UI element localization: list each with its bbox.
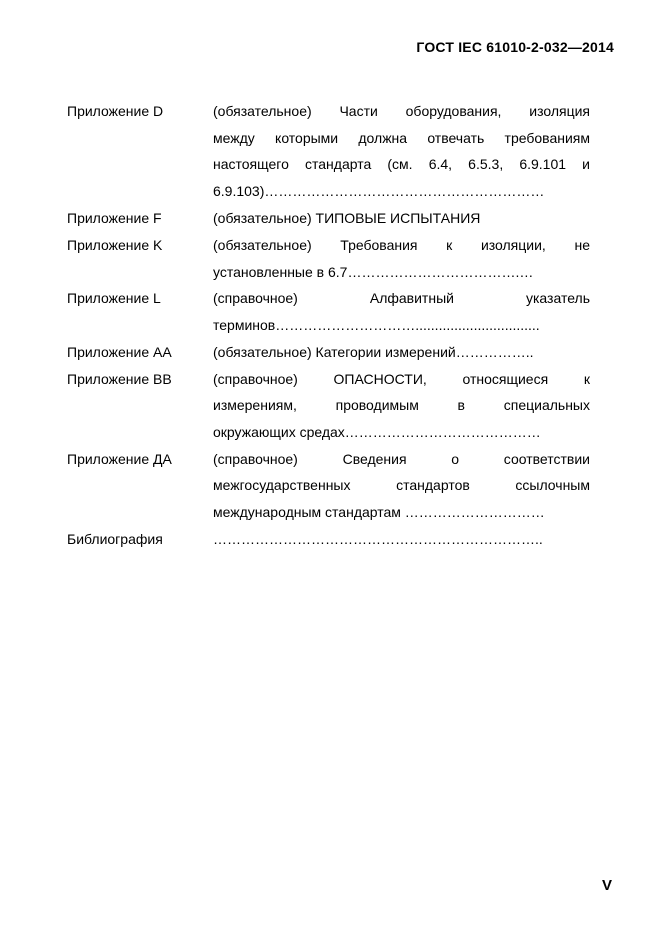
toc-entry-bb[interactable]: [67, 366, 591, 446]
toc-entry-line: (обязательное) ТИПОВЫЕ ИСПЫТАНИЯ: [213, 209, 481, 226]
toc-entry-f[interactable]: [67, 205, 591, 232]
toc-entry-title: [213, 339, 590, 366]
toc-entry-line: (обязательное) Требования к изоляции, не: [213, 236, 590, 253]
table-of-contents: [67, 98, 591, 553]
toc-entry-title: [213, 232, 590, 285]
toc-entry-line: настоящего стандарта (см. 6.4, 6.5.3, 6.9.101 и: [213, 156, 590, 173]
toc-entry-l[interactable]: [67, 285, 591, 338]
toc-entry-title: [213, 366, 590, 446]
toc-entry-label: Приложение F: [67, 209, 162, 226]
toc-entry-label: Приложение BB: [67, 370, 172, 387]
toc-entry-line: (справочное) Алфавитный указатель: [213, 290, 590, 307]
toc-entry-title: [213, 446, 590, 526]
toc-entry-d[interactable]: [67, 98, 591, 205]
toc-entry-label: Приложение ДА: [67, 450, 172, 467]
toc-entry-line: между которыми должна отвечать требованиям: [213, 129, 590, 146]
toc-entry-line: ……………………………………………………………..: [213, 530, 543, 547]
toc-entry-label: Библиография: [67, 530, 163, 547]
toc-entry-line: измерениям, проводимым в специальных: [213, 397, 590, 414]
toc-entry-line: 6.9.103)……………………………………………………: [213, 183, 545, 200]
toc-entry-label: Приложение AA: [67, 343, 172, 360]
toc-entry-line: (справочное) Сведения о соответствии: [213, 450, 590, 467]
page-number: V: [601, 877, 612, 894]
toc-entry-aa[interactable]: [67, 339, 591, 366]
toc-entry-title: [213, 205, 590, 232]
toc-entry-bibliography[interactable]: [67, 526, 591, 553]
toc-entry-line: (обязательное) Части оборудования, изоляция: [213, 103, 590, 119]
toc-entry-line: межгосударственных стандартов ссылочным: [213, 477, 590, 494]
toc-entry-title: [213, 98, 590, 205]
toc-entry-title: [213, 285, 590, 338]
toc-entry-da[interactable]: [67, 446, 591, 526]
toc-entry-line: (справочное) ОПАСНОСТИ, относящиеся к: [213, 370, 590, 387]
toc-entry-title: [213, 526, 590, 553]
toc-entry-line: окружающих средах……………………………………: [213, 424, 541, 441]
document-header: ГОСТ IEC 61010-2-032—2014: [416, 39, 614, 55]
toc-entry-line: установленные в 6.7……………………………….…: [213, 263, 534, 280]
toc-entry-line: (обязательное) Категории измерений……………..: [213, 343, 534, 360]
toc-entry-k[interactable]: [67, 232, 591, 285]
toc-entry-line: международным стандартам …………………………: [213, 504, 545, 521]
toc-entry-label: Приложение L: [67, 290, 161, 307]
toc-entry-label: Приложение K: [67, 236, 163, 253]
toc-entry-line: терминов…………………………................................: [213, 316, 540, 333]
toc-entry-label: Приложение D: [67, 103, 164, 119]
